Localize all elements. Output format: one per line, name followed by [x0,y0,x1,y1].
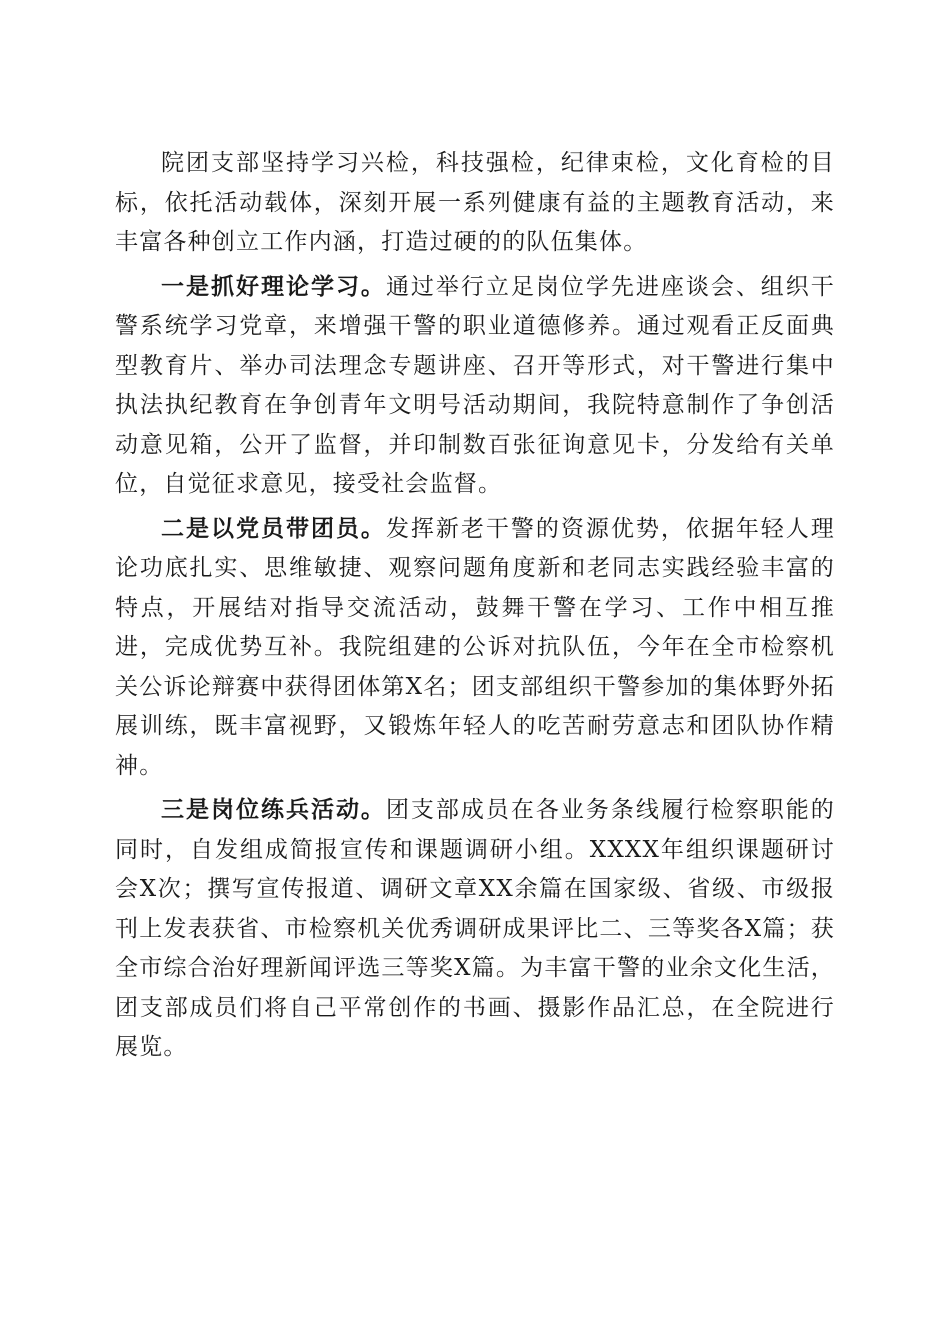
document-body [115,144,835,1068]
paragraph-theory-study [115,267,835,505]
paragraph-text: 团支部成员在各业务条线履行检察职能的同时，自发组成简报宣传和课题调研小组。XXXX年组织课题研讨会X次；撰写宣传报道、调研文章XX余篇在国家级、省级、市级报刊上发表获省、市检察机关优秀调研成果评比二、三等奖各X篇；获全市综合治好理新闻评选三等奖X篇。为丰富干警的业余文化生活，团支部成员们将自己平常创作的书画、摄影作品汇总，在全院进行展览。 [115,797,835,1060]
paragraph-job-training [115,790,835,1068]
paragraph-lead: 二是以党员带团员。 [161,514,386,542]
paragraph-intro [115,144,835,263]
paragraph-lead: 三是岗位练兵活动。 [161,796,386,823]
paragraph-text: 院团支部坚持学习兴检，科技强检，纪律束检，文化育检的目标，依托活动载体，深刻开展一系列健康有益的主题教育活动，来丰富各种创立工作内涵，打造过硬的的队伍集体。 [115,150,835,255]
paragraph-text: 发挥新老干警的资源优势，依据年轻人理论功底扎实、思维敏捷、观察问题角度新和老同志实践经验丰富的特点，开展结对指导交流活动，鼓舞干警在学习、工作中相互推进，完成优势互补。我院组建的公诉对抗队伍，今年在全市检察机关公诉论辩赛中获得团体第X名；团支部组织干警参加的集体野外拓展训练，既丰富视野，又锻炼年轻人的吃苦耐劳意志和团队协作精神。 [115,515,835,779]
paragraph-text: 通过举行立足岗位学先进座谈会、组织干警系统学习党章，来增强干警的职业道德修养。通过观看正反面典型教育片、举办司法理念专题讲座、召开等形式，对干警进行集中执法执纪教育在争创青年文明号活动期间，我院特意制作了争创活动意见箱，公开了监督，并印制数百张征询意见卡，分发给有关单位，自觉征求意见，接受社会监督。 [115,273,835,497]
paragraph-lead: 一是抓好理论学习。 [161,272,386,300]
paragraph-party-members [115,509,835,787]
